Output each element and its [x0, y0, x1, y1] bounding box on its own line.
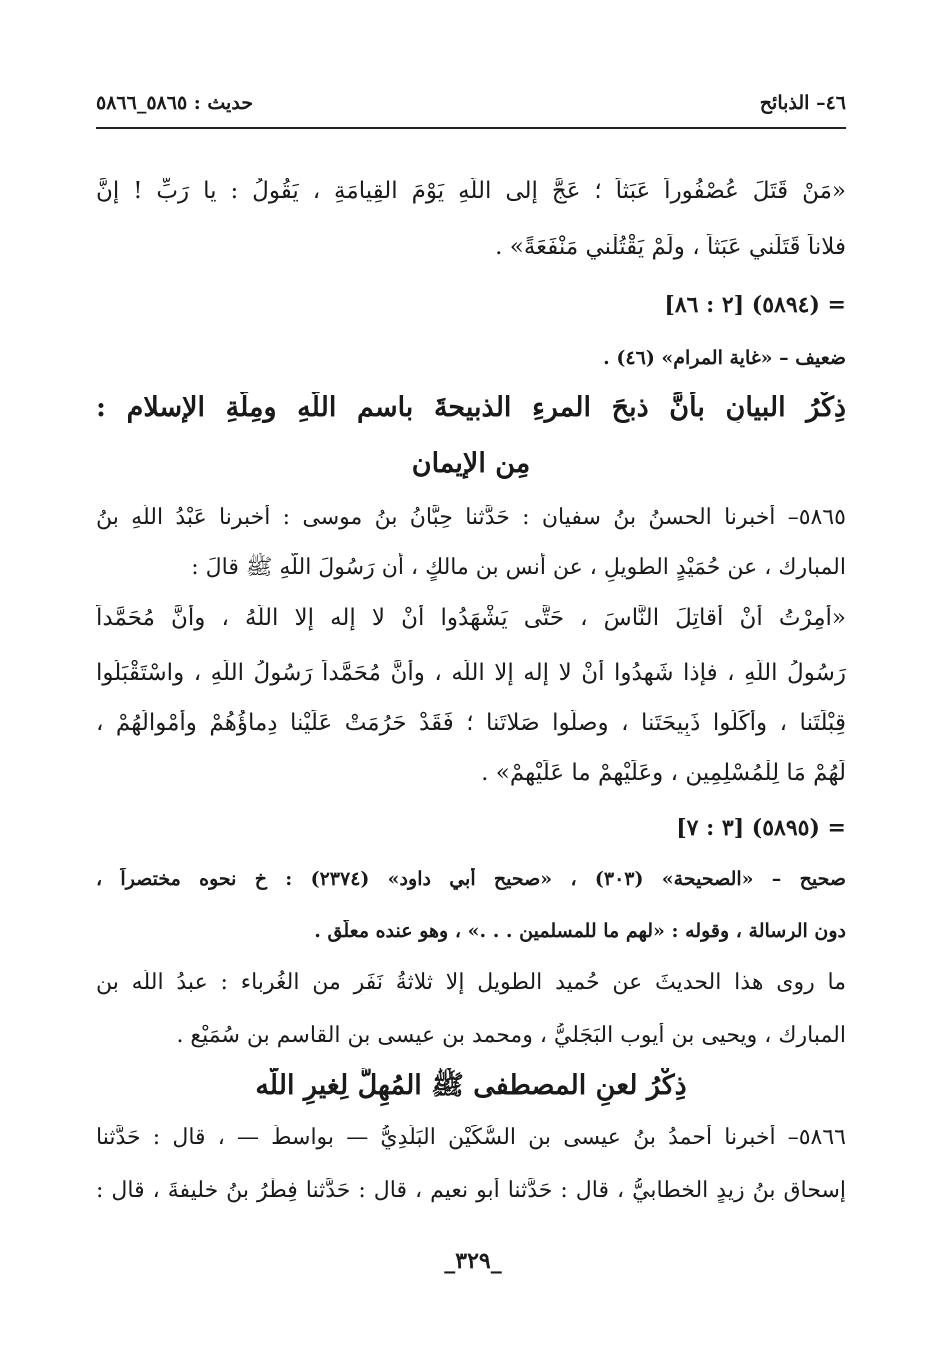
hadith-text-line: قِبْلَتَنا ، وأَكَلُوا ذَبِيحَتَنا ، وصلَّوا صَلاتَنا ؛ فَقَدْ حَرُمَتْ عَلَيْنا دِماؤُهُمْ وأَمْوالُهُمْ ، [96, 710, 846, 736]
hadith-text-line: لَهُمْ مَا لِلْمُسْلِمِين ، وعَلَيْهِمْ ما عَلَيْهِمْ» . [481, 760, 846, 786]
hadith-text-line: رَسُولُ اللَّهِ ، فإذا شَهِدُوا أنْ لا إله إلا اللَّه ، وأَنَّ مُحَمَّداً رَسُولُ اللَّهِ ، واسْتَقْبَلُوا [96, 660, 846, 686]
commentary-line: المبارك ، ويحيى بن أيوب البَجَليُّ ، ومحمد بن عيسى بن القاسم بن سُمَيْعٍ . [176, 1023, 846, 1048]
running-header [96, 92, 846, 122]
header-rule [96, 127, 846, 129]
section-heading-continued: مِن الإيمان [411, 448, 531, 479]
cross-reference: = (٥٨٩٤) [٢ : ٨٦] [664, 292, 846, 318]
grading-note: دون الرسالة ، وقوله : «لهم ما للمسلمين . . .» ، وهو عنده معلّق . [314, 920, 846, 942]
hadith-text-line: فلاناً قَتَلَني عَبَثاً ، ولَمْ يَقْتُلْني مَنْفَعَةً» . [495, 234, 846, 260]
cross-reference: = (٥٨٩٥) [٣ : ٧] [676, 815, 846, 841]
isnad-line: ٥٨٦٦– أخبرنا أحمدُ بنُ عيسى بنِ السُّكَيْنِ البَلَدِيُّ — بواسطَ — ، قال : حَدَّثنا [96, 1125, 846, 1150]
hadith-text-line: «أُمِرْتُ أنْ أُقاتِلَ النَّاسَ ، حَتَّى يَشْهَدُوا أنْ لا إله إلا اللَّهُ ، وأنَّ مُحَمَّداً [96, 605, 846, 631]
hadith-range: حديث : ٥٨٦٥_٥٨٦٦ [96, 92, 254, 114]
chapter-title: ٤٦– الذبائح [759, 92, 846, 114]
commentary-line: ما روى هذا الحديثَ عن حُميد الطويل إلا ثلاثةُ نَفَرٍ من الغُرباء : عبدُ اللَّه بن [96, 970, 846, 995]
section-heading: ذِكْرُ البيانِ بأنَّ ذبحَ المرءِ الذبيحةَ باسمِ اللَّهِ ومِلَّةِ الإسلامِ : [96, 392, 846, 423]
isnad-line: المبارك ، عن حُمَيْدٍ الطويلِ ، عن أنس بن مالكٍ ، أن رَسُولَ اللَّهِ ﷺ قالَ : [191, 555, 846, 580]
grading-note: ضعيف – «غاية المرام» (٤٦) . [603, 347, 846, 369]
hadith-text-line: «مَنْ قَتَلَ عُصْفُوراً عَبَثاً ؛ عَجَّ إلى اللَّهِ يَوْمَ القِيامَةِ ، يَقُولُ : يا رَبِّ ! إنَّ [96, 178, 846, 204]
isnad-line: إسحاق بنُ زيدٍ الخطابيُّ ، قال : حَدَّثنا أبو نعيم ، قال : حَدَّثنا فِطْرُ بنُ خليفةَ ، قال : [96, 1178, 846, 1203]
grading-note: صحيح – «الصحيحة» (٣٠٣) ، «صحيح أبي داود» (٢٣٧٤) : خ نحوه مختصراً ، [96, 868, 846, 890]
page-number: _٣٢٩_ [444, 1248, 502, 1274]
isnad-line: ٥٨٦٥– أخبرنا الحسنُ بنُ سفيان : حَدَّثنا حِبَّانُ بنُ موسى : أخبرنا عَبْدُ اللَّهِ بنُ [96, 505, 846, 530]
section-heading: ذِكْرُ لعنِ المصطفى ﷺ المُهِلَّ لِغيرِ اللَّه [255, 1070, 687, 1101]
